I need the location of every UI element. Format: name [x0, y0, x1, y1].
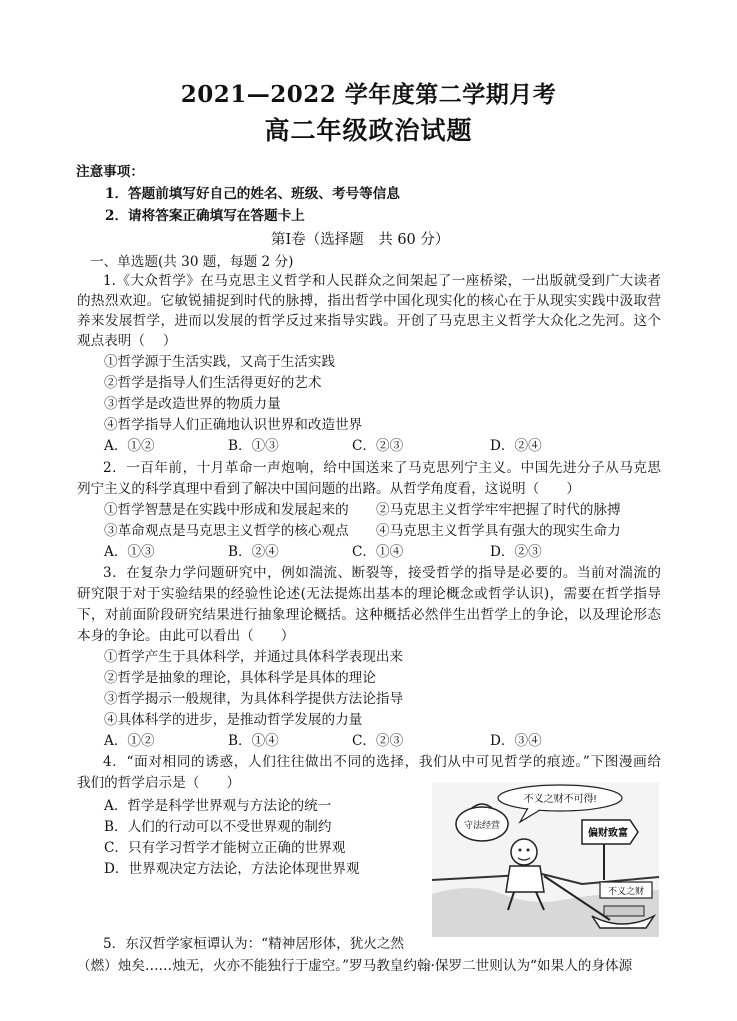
statement: ③革命观点是马克思主义哲学的核心观点 — [104, 523, 349, 539]
option-c[interactable]: C．②③ — [352, 733, 404, 749]
statement: ④马克思主义哲学具有强大的现实生命力 — [376, 523, 621, 539]
option-a[interactable]: A．①② — [104, 438, 155, 454]
statement: ①哲学源于生活实践，又高于生活实践 — [104, 354, 336, 370]
option-c[interactable]: C．①④ — [352, 544, 404, 560]
question-stem-line: 1.《大众哲学》在马克思主义哲学和人民群众之间架起了一座桥梁，一出版就受到广大读者 — [103, 273, 661, 289]
bag-label: 守法经营 — [463, 820, 501, 830]
question-4-cartoon — [432, 782, 659, 937]
question-stem-line: 本身的争论。由此可以看出（ ） — [77, 628, 295, 644]
option-d[interactable]: D．③④ — [490, 733, 542, 749]
question-stem-line: 5．东汉哲学家桓谭认为：“精神居形体，犹火之然 — [103, 936, 405, 952]
option-d[interactable]: D．世界观决定方法论，方法论体现世界观 — [104, 861, 360, 877]
statement: ③哲学是改造世界的物质力量 — [104, 396, 281, 412]
option-b[interactable]: B．①④ — [228, 733, 279, 749]
side-sign-icon — [600, 882, 652, 898]
option-a[interactable]: A．①② — [104, 733, 155, 749]
sign-label: 偏财致富 — [588, 828, 628, 839]
question-stem-line: 研究限于对于实验结果的经验性论述(无法提炼出基本的理论概念或哲学认识)，需要在哲学指导 — [77, 586, 661, 602]
option-a[interactable]: A．哲学是科学世界观与方法论的统一 — [104, 798, 332, 814]
exam-subtitle: 高二年级政治试题 — [264, 116, 473, 145]
note-item: 1．答题前填写好自己的姓名、班级、考号等信息 — [105, 186, 400, 202]
question-stem-line: 3．在复杂力学问题研究中，例如湍流、断裂等，接受哲学的指导是必要的。当前对湍流的 — [103, 565, 661, 581]
option-c[interactable]: C．只有学习哲学才能树立正确的世界观 — [104, 840, 346, 856]
question-stem-line: （燃）烛矣……烛无，火亦不能独行于虚空。”罗马教皇约翰·保罗二世则认为“如果人的身体源 — [77, 958, 633, 974]
statement: ③哲学揭示一般规律，为具体科学提供方法论指导 — [104, 691, 404, 707]
option-a[interactable]: A．①③ — [104, 544, 155, 560]
side-sign-label: 不义之财 — [607, 886, 645, 896]
question-stem-line: 我们的哲学启示是（ ） — [77, 775, 241, 791]
answer-options — [0, 542, 737, 562]
volume-title: 第Ⅰ卷（选择题 共 60 分） — [271, 232, 450, 248]
question-stem-line: 下，对前面阶段研究结果进行抽象理论概括。这种概括必然伴生出哲学上的争论，以及理论形态 — [77, 607, 661, 623]
option-b[interactable]: B．②④ — [228, 544, 279, 560]
note-item: 2．请将答案正确填写在答题卡上 — [105, 208, 305, 224]
question-stem-line: 养来发展哲学，进而以发展的哲学反过来指导实践。开创了马克思主义哲学大众化之先河。这个 — [77, 313, 661, 329]
answer-options — [0, 731, 737, 751]
option-b[interactable]: B．①③ — [228, 438, 279, 454]
statement: ②哲学是抽象的理论，具体科学是具体的理论 — [104, 670, 376, 686]
option-b[interactable]: B．人们的行动可以不受世界观的制约 — [104, 819, 332, 835]
option-c[interactable]: C．②③ — [352, 438, 404, 454]
statement: ④哲学指导人们正确地认识世界和改造世界 — [104, 417, 363, 433]
speech-bubble-text: 不义之财不可得! — [523, 794, 597, 805]
notes-heading: 注意事项： — [76, 164, 144, 180]
question-stem-line: 4．“面对相同的诱惑，人们往往做出不同的选择，我们从中可见哲学的痕迹。”下图漫画给 — [103, 754, 661, 770]
part-title: 一、单选题(共 30 题，每题 2 分) — [90, 254, 294, 270]
statement: ①哲学智慧是在实践中形成和发展起来的 — [104, 502, 349, 518]
statement: ②哲学是指导人们生活得更好的艺术 — [104, 375, 322, 391]
question-stem-line: 列宁主义的科学真理中看到了解决中国问题的出路。从哲学角度看，这说明（ ） — [77, 481, 580, 497]
statement: ④具体科学的进步，是推动哲学发展的力量 — [104, 712, 363, 728]
question-stem-line: 2．一百年前，十月革命一声炮响，给中国送来了马克思列宁主义。中国先进分子从马克思 — [103, 460, 661, 476]
exam-title: 2021—2022 学年度第二学期月考 — [180, 81, 557, 108]
answer-options — [0, 436, 737, 456]
question-stem-line: 观点表明（ ） — [77, 333, 177, 349]
question-stem-line: 的热烈欢迎。它敏锐捕捉到时代的脉搏，指出哲学中国化现实化的核心在于从现实实践中汲取营 — [77, 293, 661, 309]
option-d[interactable]: D．②③ — [490, 544, 542, 560]
option-d[interactable]: D．②④ — [490, 438, 542, 454]
statement: ①哲学产生于具体科学，并通过具体科学表现出来 — [104, 649, 404, 665]
statement: ②马克思主义哲学牢牢把握了时代的脉搏 — [376, 502, 621, 518]
